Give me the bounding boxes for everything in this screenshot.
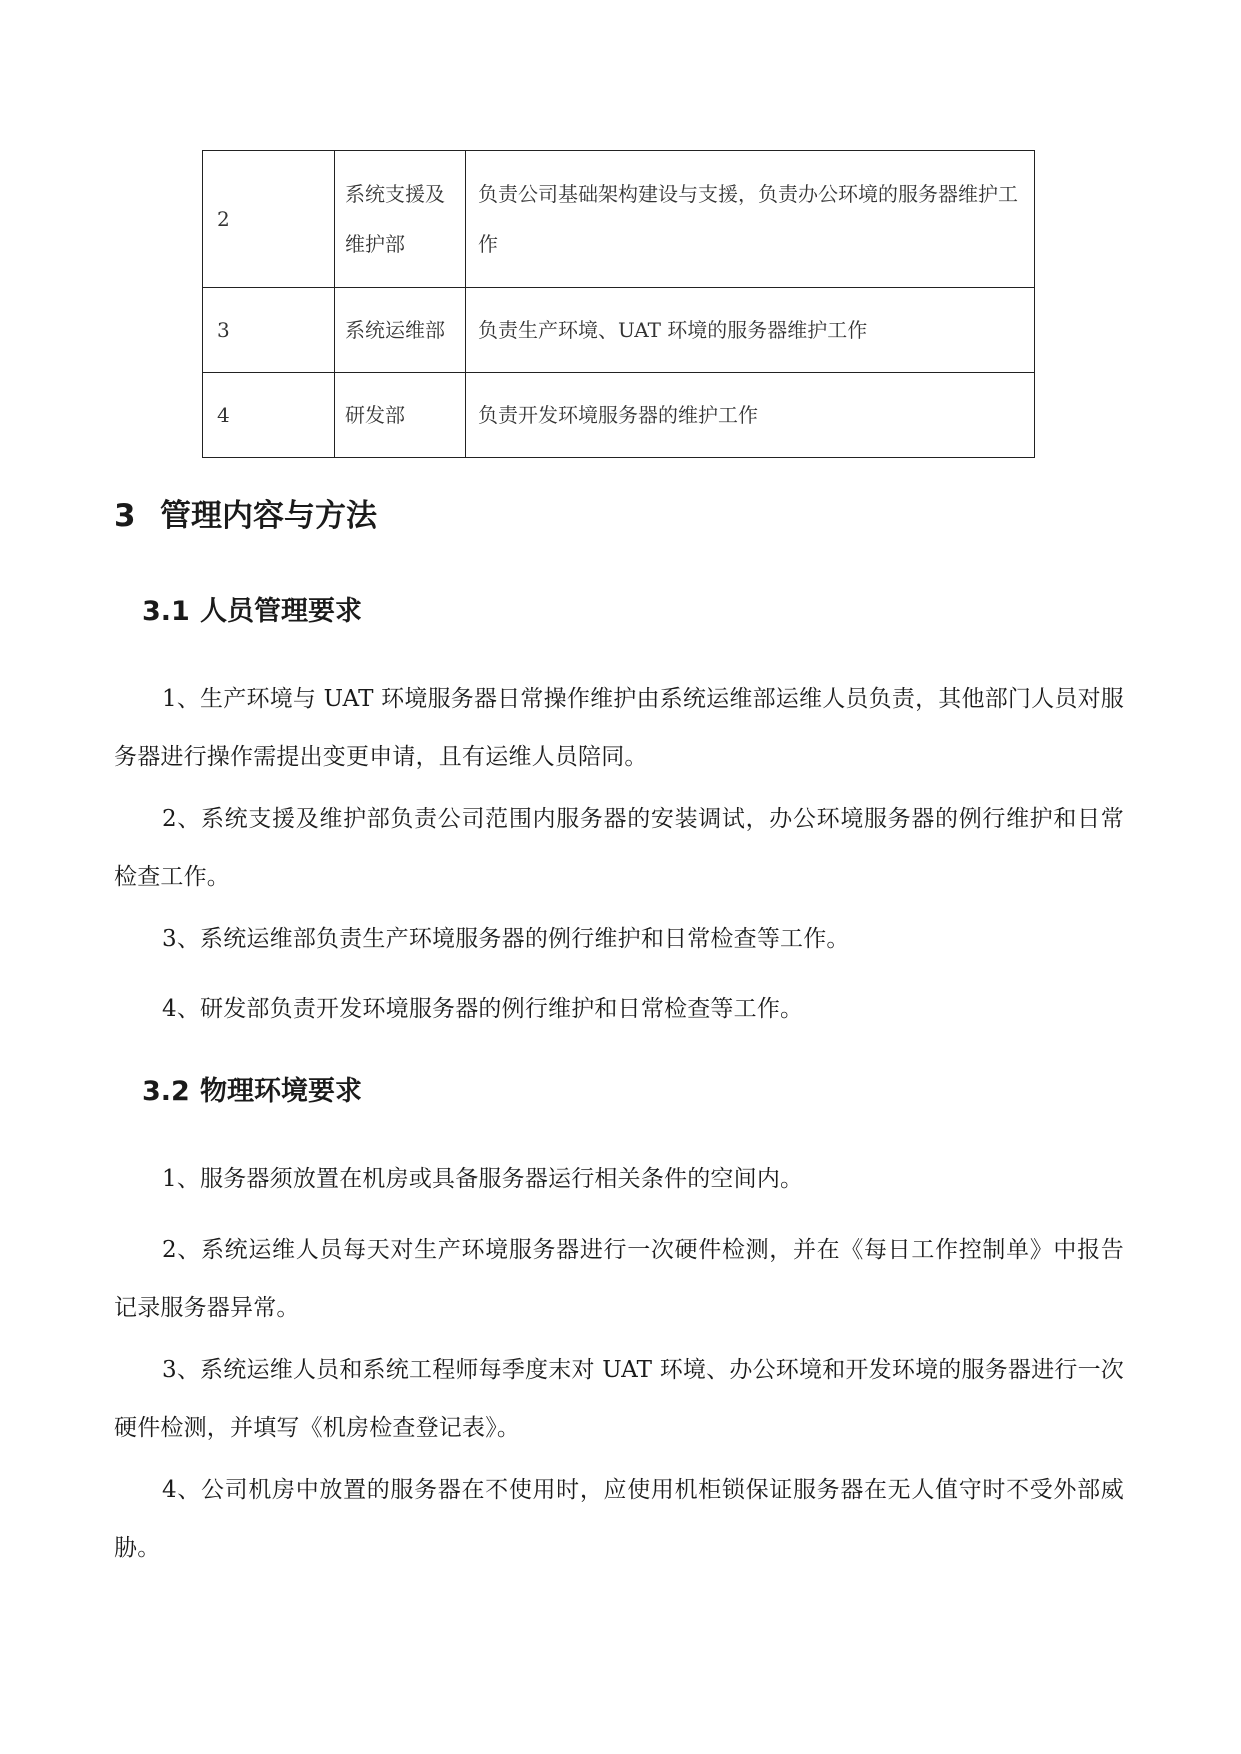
paragraph: 2、系统支援及维护部负责公司范围内服务器的安装调试，办公环境服务器的例行维护和日常检查工作。 [114,806,1124,890]
table-row [203,151,1035,288]
section-title: 物理环境要求 [200,1076,362,1107]
table-row [203,373,1035,458]
paragraph: 2、系统运维人员每天对生产环境服务器进行一次硬件检测，并在《每日工作控制单》中报告记录服务器异常。 [114,1237,1124,1321]
department-name: 系统运维部 [335,288,466,373]
table-row [203,288,1035,373]
section-number: 3.2 [142,1076,190,1107]
responsibility-description: 负责公司基础架构建设与支援，负责办公环境的服务器维护工作 [466,151,1035,288]
department-responsibility-table [202,150,1035,458]
paragraph: 1、服务器须放置在机房或具备服务器运行相关条件的空间内。 [162,1166,804,1192]
responsibility-description: 负责生产环境、UAT 环境的服务器维护工作 [466,288,1035,373]
section-3-2-heading [142,1074,362,1110]
row-number: 4 [203,373,335,458]
section-number: 3 [114,498,136,534]
section-title: 管理内容与方法 [160,498,377,534]
section-title: 人员管理要求 [200,596,362,627]
responsibility-description: 负责开发环境服务器的维护工作 [466,373,1035,458]
section-number: 3.1 [142,596,190,627]
paragraph: 4、研发部负责开发环境服务器的例行维护和日常检查等工作。 [162,996,804,1022]
paragraph: 3、系统运维人员和系统工程师每季度末对 UAT 环境、办公环境和开发环境的服务器进行一次硬件检测，并填写《机房检查登记表》。 [114,1357,1124,1441]
row-number: 2 [203,151,335,288]
section-3-heading [114,496,377,536]
paragraph: 1、生产环境与 UAT 环境服务器日常操作维护由系统运维部运维人员负责，其他部门人员对服务器进行操作需提出变更申请，且有运维人员陪同。 [114,686,1124,770]
paragraph: 3、系统运维部负责生产环境服务器的例行维护和日常检查等工作。 [162,926,850,952]
paragraph: 4、公司机房中放置的服务器在不使用时，应使用机柜锁保证服务器在无人值守时不受外部威胁。 [114,1477,1124,1561]
department-name: 系统支援及维护部 [335,151,466,288]
row-number: 3 [203,288,335,373]
department-name: 研发部 [335,373,466,458]
section-3-1-heading [142,594,362,630]
